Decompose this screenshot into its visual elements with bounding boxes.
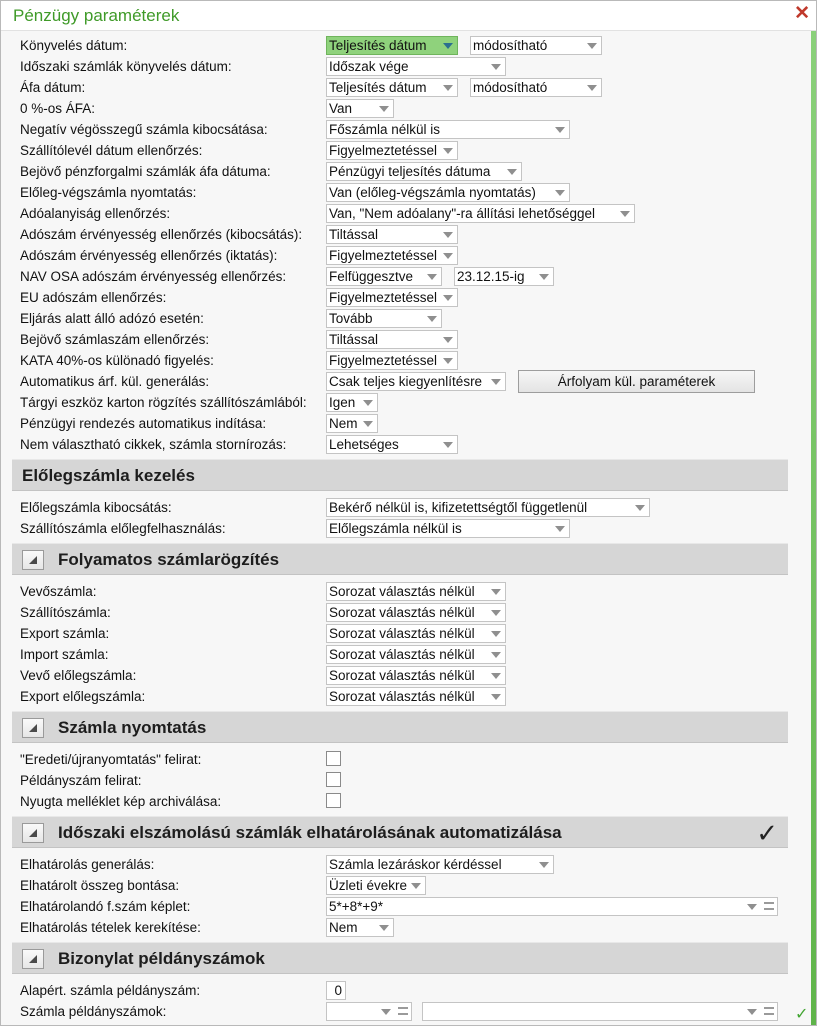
row-arf-kul: [1, 372, 801, 392]
equals-icon[interactable]: [764, 902, 774, 910]
row-szamla-peldanyszamok: [1, 1002, 801, 1022]
chevron-down-icon: [551, 121, 569, 138]
label-kata: KATA 40%-os különadó figyelés:: [20, 353, 214, 368]
select-value: módosítható: [473, 80, 548, 95]
chevron-down-icon: [439, 331, 457, 348]
alapert-peldanyszam-input[interactable]: 0: [326, 981, 346, 1000]
row-adoszam-ikt: [1, 246, 801, 266]
bejovo-szamlaszam-select[interactable]: [326, 330, 458, 349]
scroll-edge: [811, 31, 816, 1025]
select-value: Sorozat választás nélkül: [329, 605, 475, 620]
chevron-down-icon: [487, 373, 505, 390]
close-icon[interactable]: ✕: [794, 3, 810, 24]
select-value: Teljesítés dátum: [329, 80, 427, 95]
chevron-down-icon: [439, 226, 457, 243]
row-penzugyi-rendezes: [1, 414, 801, 434]
label-szallitolevel: Szállítólevél dátum ellenőrzés:: [20, 143, 203, 158]
select-value: Van (előleg-végszámla nyomtatás): [329, 185, 536, 200]
elhatarolando-keplet-field[interactable]: [326, 897, 778, 916]
chevron-down-icon: [439, 436, 457, 453]
row-eloleg-felhasznalas: [1, 519, 801, 539]
select-value: Tovább: [329, 311, 373, 326]
window-title: Pénzügy paraméterek: [13, 6, 180, 25]
list-item: [1, 666, 801, 686]
label-eljaras: Eljárás alatt álló adózó esetén:: [20, 311, 204, 326]
label-adoalanyisag: Adóalanyiság ellenőrzés:: [20, 206, 171, 221]
list-item: [1, 624, 801, 644]
label-eu-adoszam: EU adószám ellenőrzés:: [20, 290, 167, 305]
label-afa-datum: Áfa dátum:: [20, 80, 86, 95]
chevron-down-icon: [487, 604, 505, 621]
eredeti-felirat-checkbox[interactable]: [326, 751, 341, 766]
eu-adoszam-select[interactable]: [326, 288, 458, 307]
row-eu-adoszam: [1, 288, 801, 308]
label-szallitoszamla: Szállítószámla:: [20, 605, 111, 620]
adoszam-ikt-select[interactable]: [326, 246, 458, 265]
row-nulla-afa: [1, 99, 801, 119]
section-folyamatos-header: [12, 543, 788, 575]
select-value: Van, "Nem adóalany"-ra állítási lehetőséggel: [329, 206, 595, 221]
select-value: Sorozat választás nélkül: [329, 689, 475, 704]
select-value: Nem: [329, 920, 358, 935]
field-value: 5*+8*+9*: [329, 899, 384, 914]
label-elhatarolando-keplet: Elhatárolandó f.szám képlet:: [20, 899, 191, 914]
szallitoszamla-select[interactable]: [326, 603, 506, 622]
row-eljaras: [1, 309, 801, 329]
collapse-toggle-icon[interactable]: [22, 823, 44, 843]
select-value: Figyelmeztetéssel: [329, 290, 438, 305]
section-title: Előlegszámla kezelés: [22, 466, 195, 485]
row-eloleg-kibocsatas: [1, 498, 801, 518]
nem-valaszthato-select[interactable]: [326, 435, 458, 454]
chevron-down-icon: [439, 352, 457, 369]
arfolyam-kul-parameterek-button[interactable]: Árfolyam kül. paraméterek: [518, 370, 755, 393]
label-negativ: Negatív végösszegű számla kibocsátása:: [20, 122, 268, 137]
chevron-down-icon: [631, 499, 649, 516]
label-export-eloleg: Export előlegszámla:: [20, 689, 146, 704]
elhatarolt-bontas-select[interactable]: [326, 876, 426, 895]
select-value: 23.12.15-ig: [457, 269, 525, 284]
chevron-down-icon: [359, 394, 377, 411]
select-value: Nem: [329, 416, 358, 431]
konyveles-datum-select[interactable]: [326, 36, 458, 55]
kata-select[interactable]: [326, 351, 458, 370]
label-elhatarolas-generalas: Elhatárolás generálás:: [20, 857, 155, 872]
eloleg-felhasznalas-select[interactable]: [326, 519, 570, 538]
select-value: Tiltással: [329, 227, 379, 242]
select-value: módosítható: [473, 38, 548, 53]
label-vevo-eloleg: Vevő előlegszámla:: [20, 668, 137, 683]
row-adoszam-kib: [1, 225, 801, 245]
chevron-down-icon: [616, 205, 634, 222]
list-item: [1, 645, 801, 665]
chevron-down-icon: [359, 415, 377, 432]
label-adoszam-ikt: Adószám érvényesség ellenőrzés (iktatás):: [20, 248, 278, 263]
list-item: [1, 771, 801, 791]
list-item: [1, 582, 801, 602]
nav-osa-select[interactable]: [326, 267, 442, 286]
row-nem-valaszthato: [1, 435, 801, 455]
label-nyugta-archivalas: Nyugta melléklet kép archiválása:: [20, 794, 222, 809]
section-eloleg-header: [12, 459, 788, 491]
peldanyszam-felirat-checkbox[interactable]: [326, 772, 341, 787]
row-kata: [1, 351, 801, 371]
label-import-szamla: Import számla:: [20, 647, 109, 662]
label-vevoszamla: Vevőszámla:: [20, 584, 97, 599]
section-title: Számla nyomtatás: [58, 718, 207, 737]
afa-modosithato-select[interactable]: [470, 78, 602, 97]
nyugta-archivalas-checkbox[interactable]: [326, 793, 341, 808]
list-item: [1, 792, 801, 812]
chevron-down-icon: [503, 163, 521, 180]
negativ-select[interactable]: [326, 120, 570, 139]
row-nav-osa: [1, 267, 801, 287]
chevron-down-icon: [535, 856, 553, 873]
elhatarolas-generalas-select[interactable]: [326, 855, 554, 874]
row-targyi-eszkoz: [1, 393, 801, 413]
afa-datum-select[interactable]: [326, 78, 458, 97]
label-targyi-eszkoz: Tárgyi eszköz karton rögzítés szállítószámlából:: [20, 395, 307, 410]
section-title: Időszaki elszámolású számlák elhatárolásának automatizálása: [58, 823, 562, 842]
export-eloleg-select[interactable]: [326, 687, 506, 706]
label-eredeti-felirat: "Eredeti/újranyomtatás" felirat:: [20, 752, 202, 767]
chevron-down-icon: [439, 247, 457, 264]
collapse-toggle-icon[interactable]: [22, 949, 44, 969]
row-elhatarolas-generalas: [1, 855, 801, 875]
label-nav-osa: NAV OSA adószám érvényesség ellenőrzés:: [20, 269, 287, 284]
adoalanyisag-select[interactable]: [326, 204, 635, 223]
select-value: Csak teljes kiegyenlítésre: [329, 374, 483, 389]
row-bejovo-szamlaszam: [1, 330, 801, 350]
label-alapert-peldanyszam: Alapért. számla példányszám:: [20, 983, 201, 998]
section-peldanyszam-header: [12, 942, 788, 974]
idoszaki-konyveles-select[interactable]: [326, 57, 506, 76]
checkmark-icon[interactable]: ✓: [795, 1006, 809, 1023]
row-alapert-peldanyszam: [1, 981, 801, 1001]
chevron-down-icon: [375, 919, 393, 936]
chevron-down-icon: [487, 688, 505, 705]
chevron-down-icon: [487, 625, 505, 642]
checkmark-icon[interactable]: ✓: [756, 818, 778, 848]
list-item: [1, 750, 801, 770]
equals-icon[interactable]: [398, 1007, 408, 1015]
collapse-toggle-icon[interactable]: [22, 550, 44, 570]
nulla-afa-select[interactable]: [326, 99, 394, 118]
list-item: [1, 687, 801, 707]
select-value: Előlegszámla nélkül is: [329, 521, 462, 536]
label-arf-kul: Automatikus árf. kül. generálás:: [20, 374, 210, 389]
collapse-toggle-icon[interactable]: [22, 718, 44, 738]
label-peldanyszam-felirat: Példányszám felirat:: [20, 773, 142, 788]
szallitolevel-select[interactable]: [326, 141, 458, 160]
select-value: Sorozat választás nélkül: [329, 668, 475, 683]
label-elhatarolt-bontas: Elhatárolt összeg bontása:: [20, 878, 180, 893]
row-elhatarolt-bontas: [1, 876, 801, 896]
konyveles-modosithato-select[interactable]: [470, 36, 602, 55]
eljaras-select[interactable]: [326, 309, 442, 328]
chevron-down-icon: [583, 37, 601, 54]
label-export-szamla: Export számla:: [20, 626, 110, 641]
label-konyveles-datum: Könyvelés dátum:: [20, 38, 128, 53]
select-value: Teljesítés dátum: [329, 38, 427, 53]
label-bejovo-penzforgalmi: Bejövő pénzforgalmi számlák áfa dátuma:: [20, 164, 271, 179]
chevron-down-icon: [743, 1003, 761, 1020]
select-value: Lehetséges: [329, 437, 399, 452]
select-value: Üzleti évekre: [329, 878, 408, 893]
label-nem-valaszthato: Nem választható cikkek, számla stornírozás:: [20, 437, 287, 452]
row-konyveles-datum: [1, 36, 801, 56]
select-value: Főszámla nélkül is: [329, 122, 441, 137]
label-adoszam-kib: Adószám érvényesség ellenőrzés (kibocsátás):: [20, 227, 303, 242]
szamla-peldanyszam-select[interactable]: [326, 1002, 412, 1021]
chevron-down-icon: [535, 268, 553, 285]
chevron-down-icon: [743, 898, 761, 915]
eloleg-vegszamla-select[interactable]: [326, 183, 570, 202]
select-value: Bekérő nélkül is, kifizetettségtől függetlenül: [329, 500, 588, 515]
export-szamla-select[interactable]: [326, 624, 506, 643]
row-negativ: [1, 120, 801, 140]
select-value: Számla lezáráskor kérdéssel: [329, 857, 502, 872]
penzugyi-rendezes-select[interactable]: [326, 414, 378, 433]
label-eloleg-kibocsatas: Előlegszámla kibocsátás:: [20, 500, 172, 515]
arf-kul-select[interactable]: [326, 372, 506, 391]
label-idoszaki-konyveles: Időszaki számlák könyvelés dátum:: [20, 59, 232, 74]
chevron-down-icon: [439, 37, 457, 54]
targyi-eszkoz-select[interactable]: [326, 393, 378, 412]
select-value: Sorozat választás nélkül: [329, 584, 475, 599]
select-value: Sorozat választás nélkül: [329, 626, 475, 641]
select-value: Figyelmeztetéssel: [329, 143, 438, 158]
adoszam-kib-select[interactable]: [326, 225, 458, 244]
select-value: Időszak vége: [329, 59, 409, 74]
row-adoalanyisag: [1, 204, 801, 224]
select-value: Sorozat választás nélkül: [329, 647, 475, 662]
label-elhatarolas-kerekites: Elhatárolás tételek kerekítése:: [20, 920, 201, 935]
label-penzugyi-rendezes: Pénzügyi rendezés automatikus indítása:: [20, 416, 267, 431]
chevron-down-icon: [551, 520, 569, 537]
section-nyomtatas-header: [12, 711, 788, 743]
chevron-down-icon: [583, 79, 601, 96]
title-bar: [1, 1, 816, 31]
vevo-eloleg-select[interactable]: [326, 666, 506, 685]
select-value: Pénzügyi teljesítés dátuma: [329, 164, 491, 179]
select-value: Igen: [329, 395, 356, 410]
row-idoszaki-konyveles: [1, 57, 801, 77]
row-eloleg-vegszamla: [1, 183, 801, 203]
szamla-peldanyszam-detail-select[interactable]: [422, 1002, 778, 1021]
chevron-down-icon: [407, 877, 425, 894]
nav-osa-date-select[interactable]: [454, 267, 554, 286]
chevron-down-icon: [439, 142, 457, 159]
chevron-down-icon: [423, 310, 441, 327]
row-elhatarolando-keplet: [1, 897, 801, 917]
chevron-down-icon: [487, 58, 505, 75]
vevoszamla-select[interactable]: [326, 582, 506, 601]
label-szamla-peldanyszamok: Számla példányszámok:: [20, 1004, 167, 1019]
chevron-down-icon: [423, 268, 441, 285]
section-idoszaki-header: [12, 816, 788, 848]
row-afa-datum: [1, 78, 801, 98]
chevron-down-icon: [487, 667, 505, 684]
label-eloleg-vegszamla: Előleg-végszámla nyomtatás:: [20, 185, 197, 200]
chevron-down-icon: [439, 289, 457, 306]
select-value: Felfüggesztve: [329, 269, 414, 284]
select-value: Van: [329, 101, 353, 116]
select-value: Tiltással: [329, 332, 379, 347]
label-nulla-afa: 0 %-os ÁFA:: [20, 101, 96, 116]
select-value: Figyelmeztetéssel: [329, 353, 438, 368]
chevron-down-icon: [551, 184, 569, 201]
list-item: [1, 603, 801, 623]
section-title: Folyamatos számlarögzítés: [58, 550, 280, 569]
elhatarolas-kerekites-select[interactable]: [326, 918, 394, 937]
equals-icon[interactable]: [764, 1007, 774, 1015]
chevron-down-icon: [375, 100, 393, 117]
row-bejovo-penzforgalmi: [1, 162, 801, 182]
select-value: Figyelmeztetéssel: [329, 248, 438, 263]
chevron-down-icon: [487, 583, 505, 600]
section-title: Bizonylat példányszámok: [58, 949, 265, 968]
chevron-down-icon: [487, 646, 505, 663]
bejovo-penzforgalmi-select[interactable]: [326, 162, 522, 181]
label-eloleg-felhasznalas: Szállítószámla előlegfelhasználás:: [20, 521, 226, 536]
import-szamla-select[interactable]: [326, 645, 506, 664]
chevron-down-icon: [439, 79, 457, 96]
chevron-down-icon: [377, 1003, 395, 1020]
row-szallitolevel: [1, 141, 801, 161]
row-elhatarolas-kerekites: [1, 918, 801, 938]
label-bejovo-szamlaszam: Bejövő számlaszám ellenőrzés:: [20, 332, 210, 347]
eloleg-kibocsatas-select[interactable]: [326, 498, 650, 517]
